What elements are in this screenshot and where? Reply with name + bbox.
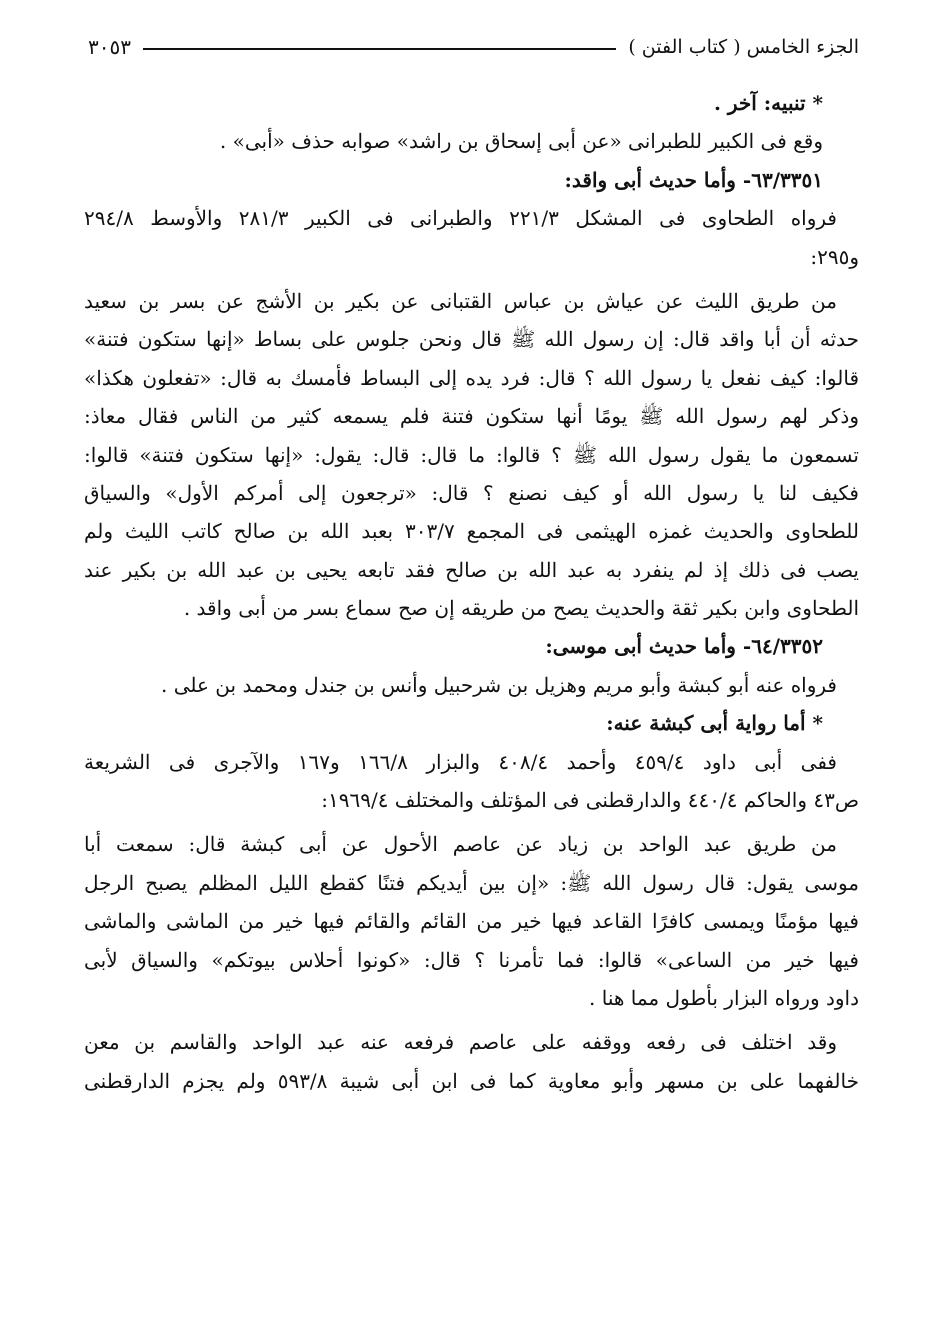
paragraph-line: موسى يقول: قال رسول الله ﷺ: «إن بين أيديكم فتنًا كقطع الليل المظلم يصبح الرجل [84, 870, 859, 895]
paragraph-line: فيها مؤمنًا ويمسى كافرًا القاعد فيها خير من القائم والقائم فيها خير من الماشى والماشى [84, 909, 859, 934]
paragraph-line: فرواه الطحاوى فى المشكل ٢٢١/٣ والطبرانى فى الكبير ٢٨١/٣ والأوسط ٢٩٤/٨ [84, 206, 837, 231]
paragraph-line: داود ورواه البزار بأطول مما هنا . [589, 985, 859, 1010]
paragraph-line: تسمعون ما يقول رسول الله ﷺ ؟ قالوا: ما قال: قال: يقول: «إنها ستكون فتنة» قالوا: [84, 442, 859, 467]
paragraph-line: وقع فى الكبير للطبرانى «عن أبى إسحاق بن راشد» صوابه حذف «أبى» . [219, 129, 823, 154]
running-title: الجزء الخامس ( كتاب الفتن ) [628, 36, 859, 58]
subsection-heading: * أما رواية أبى كبشة عنه: [606, 711, 823, 736]
page-header [88, 32, 859, 62]
paragraph-line: ص٤٣ والحاكم ٤٤٠/٤ والدارقطنى فى المؤتلف والمختلف ١٩٦٩/٤: [321, 788, 859, 813]
paragraph-line: للطحاوى والحديث غمزه الهيثمى فى المجمع ٣٠٣/٧ بعبد الله بن صالح كاتب الليث ولم [84, 519, 859, 544]
paragraph-line: فكيف لنا يا رسول الله أو كيف نصنع ؟ قال: «ترجعون إلى أمركم الأول» والسياق [84, 480, 859, 505]
paragraph-line: من طريق عبد الواحد بن زياد عن عاصم الأحول عن أبى كبشة قال: سمعت أبا [84, 832, 837, 857]
body-text [84, 84, 859, 1100]
paragraph-line: فيها خير من الساعى» قالوا: فما تأمرنا ؟ قال: «كونوا أحلاس بيوتكم» والسياق لأبى [84, 947, 859, 972]
paragraph-line: وذكر لهم رسول الله ﷺ يومًا أنها ستكون فتنة فلم يسمعه كثير من الناس فقال معاذ: [84, 404, 859, 429]
paragraph-line: خالفهما على بن مسهر وأبو معاوية كما فى ابن أبى شيبة ٥٩٣/٨ ولم يجزم الدارقطنى [84, 1068, 859, 1093]
paragraph-line: الطحاوى وابن بكير ثقة والحديث يصح من طريقه إن صح سماع بسر من أبى واقد . [183, 596, 859, 621]
paragraph-line: وقد اختلف فى رفعه ووقفه على عاصم فرفعه عنه عبد الواحد والقاسم بن معن [84, 1030, 837, 1055]
page-number: ٣٠٥٣ [88, 35, 131, 59]
paragraph-line: من طريق الليث عن عياش بن عباس القتبانى عن بكير بن الأشج عن بسر بن سعيد [84, 288, 837, 313]
paragraph-line: و٢٩٥: [810, 244, 859, 269]
section-heading: ٦٣/٣٣٥١- وأما حديث أبى واقد: [564, 167, 823, 192]
paragraph-line: يصب فى ذلك إذ لم ينفرد به عبد الله بن صالح فقد تابعه يحيى بن عبد الله بن بكير عند [84, 557, 859, 582]
paragraph-line: فرواه عنه أبو كبشة وأبو مريم وهزيل بن شرحبيل وأنس بن جندل ومحمد بن على . [161, 672, 837, 697]
note-heading: * تنبيه: آخر . [713, 91, 823, 115]
paragraph-line: ففى أبى داود ٤٥٩/٤ وأحمد ٤٠٨/٤ والبزار ١٦٦/٨ و١٦٧ والآجرى فى الشريعة [84, 749, 837, 774]
section-heading: ٦٤/٣٣٥٢- وأما حديث أبى موسى: [545, 634, 823, 659]
paragraph-line: قالوا: كيف نفعل يا رسول الله ؟ قال: فرد يده إلى البساط فأمسك به قال: «تفعلون هكذا» [84, 365, 859, 390]
header-rule [143, 48, 616, 50]
paragraph-line: حدثه أن أبا واقد قال: إن رسول الله ﷺ قال ونحن جلوس على بساط «إنها ستكون فتنة» [84, 327, 859, 352]
